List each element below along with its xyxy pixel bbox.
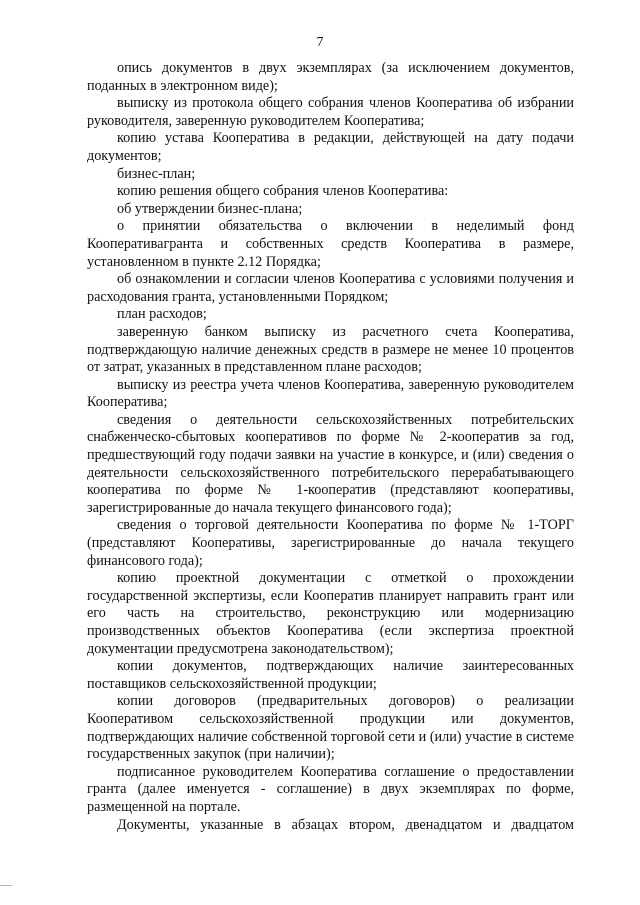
paragraph-consent: об ознакомлении и согласии членов Кооператива с условиями получения и расходования гранта, установленными Порядком; [87, 271, 574, 305]
scan-edge-mark [0, 885, 12, 886]
paragraph-business-plan: бизнес-план; [117, 165, 196, 182]
paragraph-documents-note: Документы, указанные в абзацах втором, двенадцатом и двадцатом [117, 816, 574, 833]
paragraph-plan-approval: об утверждении бизнес-плана; [117, 200, 303, 217]
paragraph-project-docs: копию проектной документации с отметкой о прохождении государственной экспертизы, если Кооператив планирует направить грант или его часть на строительство, реконструкцию или модернизацию производственных объектов Кооператива (если экспертиза проектной документации предусмотрена законодательством); [87, 570, 574, 657]
paragraph-contracts: копии договоров (предварительных договоров) о реализации Кооперативом сельскохозяйственной продукции или документов, подтверждающих наличие собственной торговой сети и (или) участие в системе государственных закупок (при наличии); [87, 693, 574, 763]
paragraph-trade-activity: сведения о торговой деятельности Кооператива по форме № 1-ТОРГ (представляют Кооперативы, зарегистрированные до начала текущего финансового года); [87, 517, 574, 569]
document-body [87, 60, 574, 834]
paragraph-suppliers: копии документов, подтверждающих наличие заинтересованных поставщиков сельскохозяйственной продукции; [87, 658, 574, 692]
paragraph-bank-statement: заверенную банком выписку из расчетного счета Кооператива, подтверждающую наличие денежных средств в размере не менее 10 процентов от затрат, указанных в представленном плане расходов; [87, 323, 574, 376]
paragraph-agreement: подписанное руководителем Кооператива соглашение о предоставлении гранта (далее именуется - соглашение) в двух экземплярах по форме, размещенной на портале. [87, 763, 574, 815]
paragraph-obligation: о принятии обязательства о включении в неделимый фонд Кооперативагранта и собственных средств Кооператива в размере, установленном в пункте 2.12 Порядка; [87, 218, 574, 270]
paragraph-member-register: выписку из реестра учета членов Кооператива, заверенную руководителем Кооператива; [87, 376, 574, 411]
paragraph-charter-copy: копию устава Кооператива в редакции, действующей на дату подачи документов; [87, 130, 574, 164]
paragraph-cooperative-activity: сведения о деятельности сельскохозяйственных потребительских снабженческо-сбытовых кооперативов по форме № 2-кооператив за год, предшествующий году подачи заявки на участие в конкурсе, и (или) сведения о деятельности сельскохозяйственного потребительского перерабатывающего кооператива по форме № 1-кооператив (представляют кооперативы, зарегистрированные до начала текущего финансового года); [87, 411, 574, 516]
page-number: 7 [316, 35, 324, 50]
paragraph-meeting-extract: выписку из протокола общего собрания членов Кооператива об избрании руководителя, заверенную руководителем Кооператива; [87, 95, 574, 129]
paragraph-inventory: опись документов в двух экземплярах (за исключением документов, поданных в электронном виде); [87, 60, 574, 94]
paragraph-meeting-decision: копию решения общего собрания членов Кооператива: [117, 183, 449, 200]
paragraph-expense-plan: план расходов; [117, 306, 207, 323]
